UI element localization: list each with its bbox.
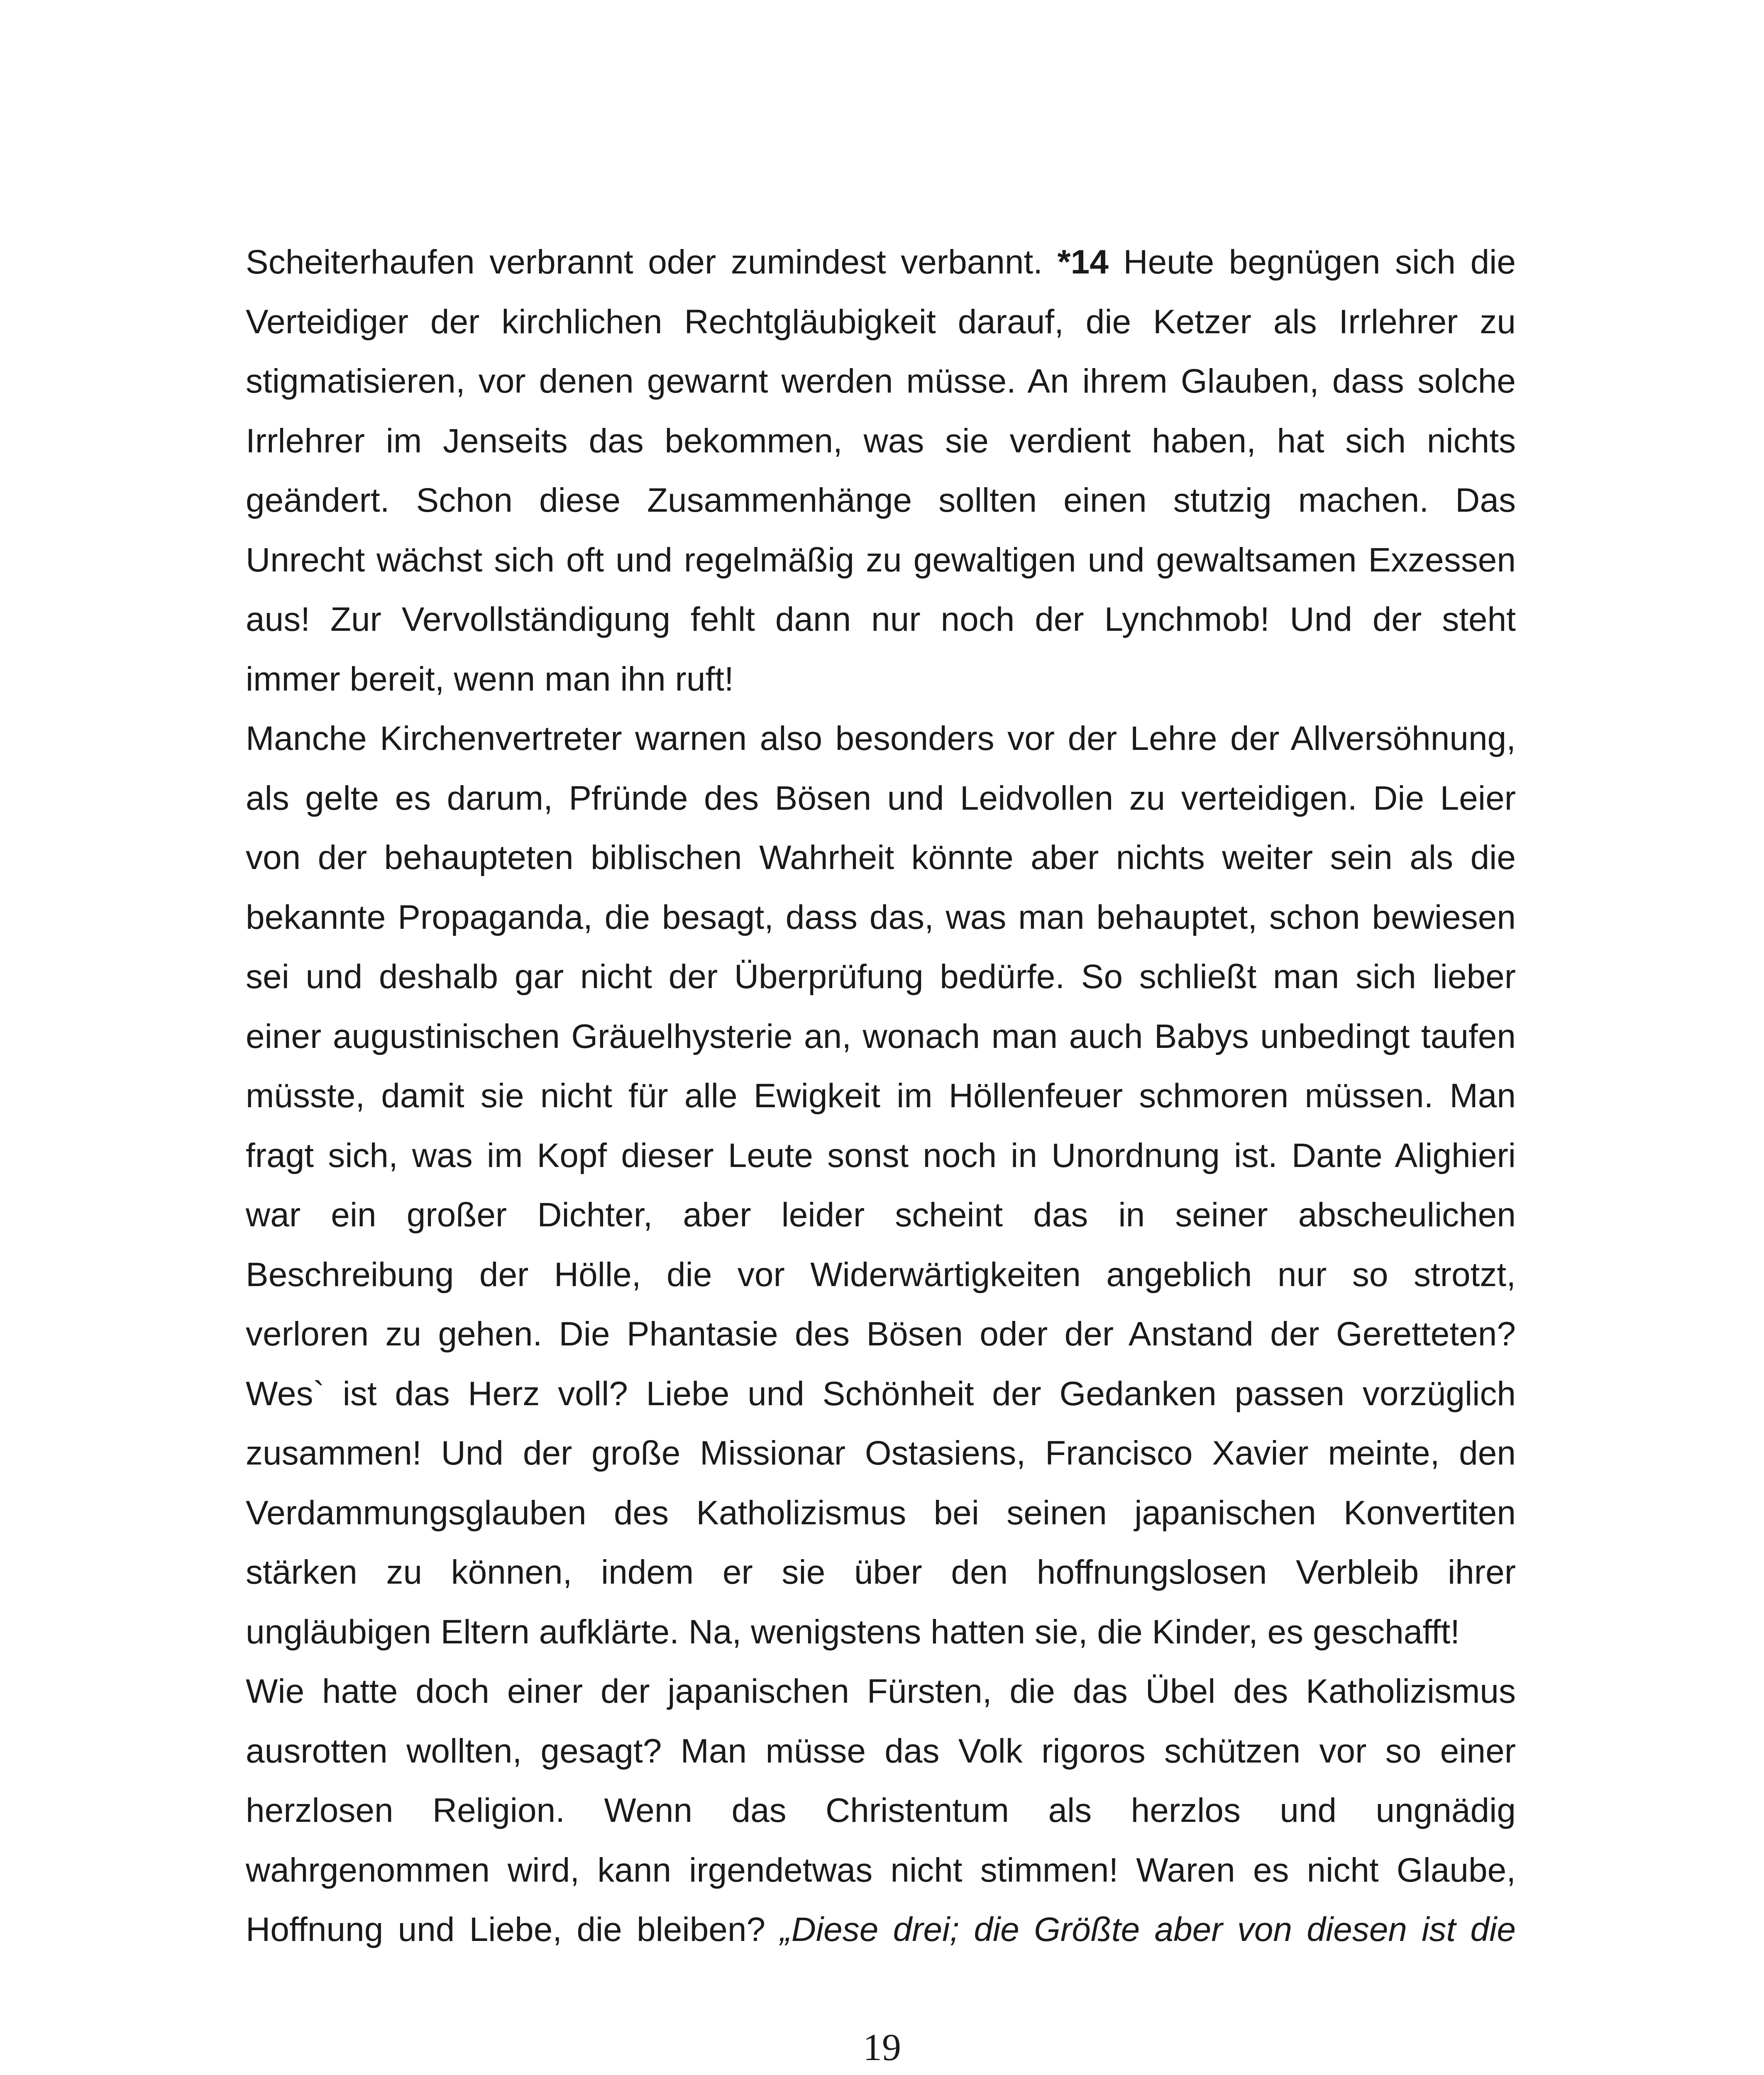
text-run: zusammen! Und der große Missionar Ostasiens, Francisco Xavier meinte, den xyxy=(246,1434,1516,1472)
text-line xyxy=(246,1721,1516,1781)
text-line xyxy=(246,1126,1516,1186)
text-run: fragt sich, was im Kopf dieser Leute sonst noch in Unordnung ist. Dante Alighieri xyxy=(246,1136,1516,1174)
text-line xyxy=(246,1543,1516,1602)
paragraph xyxy=(246,232,1516,709)
text-line xyxy=(246,530,1516,590)
text-line xyxy=(246,1007,1516,1067)
text-run: bekannte Propaganda, die besagt, dass das, was man behauptet, schon bewiesen xyxy=(246,898,1516,936)
text-run: stärken zu können, indem er sie über den hoffnungslosen Verbleib ihrer xyxy=(246,1553,1516,1591)
text-line xyxy=(246,1483,1516,1543)
text-line xyxy=(246,1245,1516,1305)
text-line xyxy=(246,292,1516,352)
text-line xyxy=(246,649,1516,709)
text-line xyxy=(246,1364,1516,1424)
text-line xyxy=(246,709,1516,769)
text-run: immer bereit, wenn man ihn ruft! xyxy=(246,660,734,698)
text-line xyxy=(246,232,1516,292)
text-run: Verteidiger der kirchlichen Rechtgläubigkeit darauf, die Ketzer als Irrlehrer zu xyxy=(246,303,1516,341)
text-run: Heute begnügen sich die xyxy=(1108,243,1516,281)
text-run: geändert. Schon diese Zusammenhänge sollten einen stutzig machen. Das xyxy=(246,481,1516,519)
text-run: müsste, damit sie nicht für alle Ewigkeit im Höllenfeuer schmoren müssen. Man xyxy=(246,1077,1516,1115)
text-line xyxy=(246,1066,1516,1126)
text-line xyxy=(246,352,1516,411)
text-run: verloren zu gehen. Die Phantasie des Bösen oder der Anstand der Geretteten? xyxy=(246,1315,1516,1353)
text-line xyxy=(246,1781,1516,1841)
text-line xyxy=(246,1662,1516,1721)
text-run: Verdammungsglauben des Katholizismus bei seinen japanischen Konvertiten xyxy=(246,1494,1516,1532)
text-line xyxy=(246,1841,1516,1900)
text-run: stigmatisieren, vor denen gewarnt werden müsse. An ihrem Glauben, dass solche xyxy=(246,362,1516,400)
text-run: Manche Kirchenvertreter warnen also besonders vor der Lehre der Allversöhnung, xyxy=(246,720,1516,757)
text-run: ungläubigen Eltern aufklärte. Na, wenigstens hatten sie, die Kinder, es geschafft! xyxy=(246,1613,1460,1651)
text-run: Hoffnung und Liebe, die bleiben? xyxy=(246,1911,780,1948)
text-run: Unrecht wächst sich oft und regelmäßig zu gewaltigen und gewaltsamen Exzessen xyxy=(246,541,1516,579)
paragraph xyxy=(246,709,1516,1662)
quotation-text: „Diese drei; die Größte aber von diesen ist die xyxy=(780,1911,1516,1948)
footnote-marker: *14 xyxy=(1057,243,1109,281)
text-line xyxy=(246,411,1516,471)
text-line xyxy=(246,1423,1516,1483)
text-line xyxy=(246,888,1516,947)
text-run: Wie hatte doch einer der japanischen Fürsten, die das Übel des Katholizismus xyxy=(246,1672,1516,1710)
text-run: als gelte es darum, Pfründe des Bösen und Leidvollen zu verteidigen. Die Leier xyxy=(246,779,1516,817)
text-run: Irrlehrer im Jenseits das bekommen, was sie verdient haben, hat sich nichts xyxy=(246,422,1516,460)
body-text xyxy=(246,232,1516,1960)
text-run: Beschreibung der Hölle, die vor Widerwärtigkeiten angeblich nur so strotzt, xyxy=(246,1255,1516,1294)
page-number: 19 xyxy=(863,2026,901,2068)
text-line xyxy=(246,1304,1516,1364)
text-line xyxy=(246,471,1516,530)
text-line xyxy=(246,1900,1516,1960)
paragraph xyxy=(246,1662,1516,1960)
text-line xyxy=(246,947,1516,1007)
text-run: aus! Zur Vervollständigung fehlt dann nur noch der Lynchmob! Und der steht xyxy=(246,601,1516,638)
text-line xyxy=(246,828,1516,888)
text-run: Wes` ist das Herz voll? Liebe und Schönheit der Gedanken passen vorzüglich xyxy=(246,1374,1516,1413)
text-line xyxy=(246,1185,1516,1245)
text-line xyxy=(246,590,1516,649)
text-line xyxy=(246,1602,1516,1662)
text-line xyxy=(246,769,1516,828)
text-run: wahrgenommen wird, kann irgendetwas nicht stimmen! Waren es nicht Glaube, xyxy=(246,1851,1516,1889)
text-run: war ein großer Dichter, aber leider scheint das in seiner abscheulichen xyxy=(246,1196,1516,1234)
text-run: ausrotten wollten, gesagt? Man müsse das Volk rigoros schützen vor so einer xyxy=(246,1732,1516,1770)
text-run: herzlosen Religion. Wenn das Christentum als herzlos und ungnädig xyxy=(246,1792,1516,1829)
text-run: sei und deshalb gar nicht der Überprüfung bedürfe. So schließt man sich lieber xyxy=(246,958,1516,996)
text-run: einer augustinischen Gräuelhysterie an, wonach man auch Babys unbedingt taufen xyxy=(246,1017,1516,1055)
text-run: von der behaupteten biblischen Wahrheit könnte aber nichts weiter sein als die xyxy=(246,839,1516,876)
text-run: Scheiterhaufen verbrannt oder zumindest verbannt. xyxy=(246,243,1058,281)
